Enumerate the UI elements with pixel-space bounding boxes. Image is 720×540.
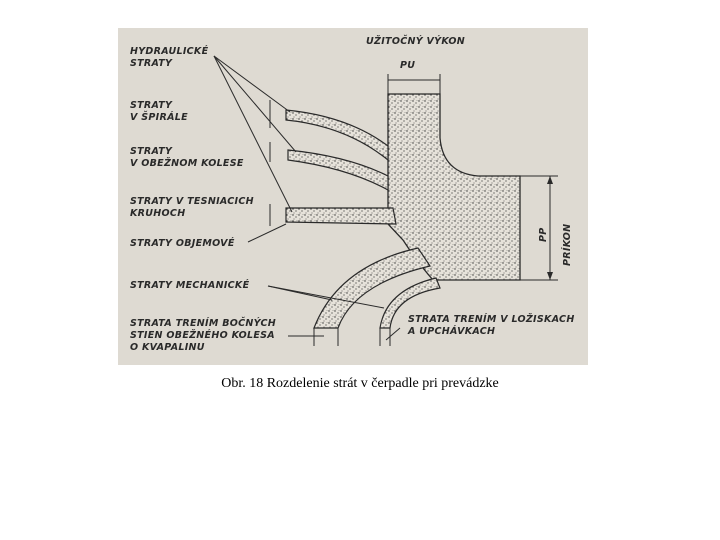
figure-caption: Obr. 18 Rozdelenie strát v čerpadle pri prevádzke bbox=[221, 376, 499, 391]
label-disc-friction-losses: STRATA TRENÍM BOČNÝCH STIEN OBEŽNÉHO KOLESA O KVAPALINU bbox=[130, 318, 277, 353]
label-useful-power: UŽITOČNÝ VÝKON bbox=[366, 36, 466, 47]
impeller-loss-branch bbox=[288, 150, 388, 190]
hydraulic-leader-1 bbox=[214, 56, 290, 112]
label-impeller-losses: STRATY V OBEŽNOM KOLESE bbox=[130, 146, 244, 169]
label-mechanical-losses: STRATY MECHANICKÉ bbox=[130, 280, 250, 291]
label-seal-losses: STRATY V TESNIACICH KRUHOCH bbox=[130, 196, 254, 219]
seal-loss-branch bbox=[286, 208, 396, 224]
label-hydraulic-losses: HYDRAULICKÉ STRATY bbox=[130, 46, 209, 69]
label-input-power: PRÍKON bbox=[562, 223, 573, 266]
label-volume-losses: STRATY OBJEMOVÉ bbox=[130, 238, 235, 249]
symbol-useful-power: PU bbox=[400, 60, 416, 71]
sankey-loss-diagram bbox=[118, 28, 588, 365]
label-spiral-losses: STRATY V ŠPIRÁLE bbox=[130, 100, 188, 123]
volume-leader bbox=[248, 224, 286, 242]
symbol-input-power: PP bbox=[538, 227, 549, 242]
bearing-friction-leader bbox=[386, 328, 400, 340]
label-bearing-friction-losses: STRATA TRENÍM V LOŽISKACH A UPCHÁVKACH bbox=[408, 314, 575, 337]
